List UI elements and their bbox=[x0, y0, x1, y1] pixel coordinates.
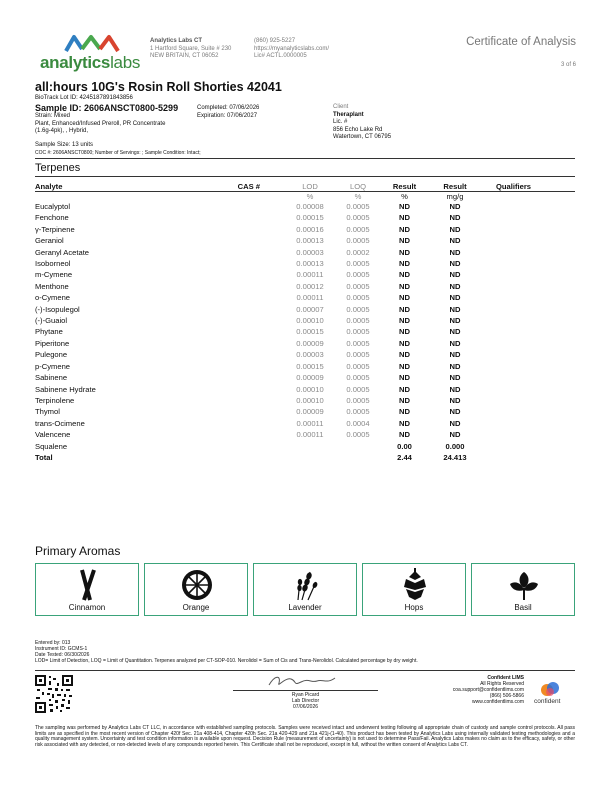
result-mgg-cell: ND bbox=[449, 350, 461, 360]
result-pct-cell: ND bbox=[399, 430, 410, 440]
table-row bbox=[35, 361, 575, 372]
result-pct-cell: ND bbox=[399, 327, 410, 337]
cas-cell bbox=[188, 315, 285, 326]
cas-cell bbox=[188, 235, 285, 246]
total-row bbox=[35, 452, 575, 463]
aroma-label-cinnamon: Cinnamon bbox=[68, 603, 106, 612]
loq-cell: 0.0005 bbox=[346, 202, 370, 211]
result-pct-cell: ND bbox=[399, 247, 410, 257]
unit-result2: mg/g bbox=[446, 192, 464, 201]
loq-cell bbox=[335, 441, 381, 452]
cas-cell bbox=[188, 338, 285, 349]
result-mgg-cell: ND bbox=[449, 430, 461, 440]
qualifier-cell bbox=[482, 418, 575, 429]
analyte-cell: Geraniol bbox=[35, 236, 64, 246]
client-info bbox=[333, 104, 391, 142]
lod-cell: 0.00011 bbox=[296, 270, 324, 280]
loq-cell: 0.0005 bbox=[346, 224, 370, 234]
instrument-id: Instrument ID: GCMS-1 bbox=[35, 646, 88, 652]
cas-cell bbox=[188, 372, 285, 383]
basil-icon bbox=[506, 568, 542, 602]
qualifier-cell bbox=[482, 292, 575, 303]
cinnamon-icon bbox=[70, 568, 106, 602]
result-pct-cell: ND bbox=[399, 418, 410, 428]
qualifier-cell bbox=[482, 406, 575, 417]
result-mgg-cell: ND bbox=[449, 395, 461, 405]
cas-cell bbox=[188, 384, 285, 395]
loq-cell: 0.0005 bbox=[346, 270, 370, 280]
analyte-cell: Squalene bbox=[35, 441, 68, 451]
header-cas: CAS # bbox=[237, 182, 260, 191]
brand-name-part2: labs bbox=[110, 53, 141, 72]
result-pct-cell: ND bbox=[399, 338, 410, 348]
table-row bbox=[35, 304, 575, 315]
lod-cell bbox=[285, 441, 335, 452]
result-pct-cell: ND bbox=[399, 373, 410, 383]
brand-logo bbox=[40, 33, 140, 73]
analyte-cell: o-Cymene bbox=[35, 293, 71, 303]
qualifier-cell bbox=[482, 201, 575, 212]
table-row bbox=[35, 201, 575, 212]
aroma-card-lavender bbox=[253, 563, 357, 616]
cas-cell bbox=[188, 224, 285, 235]
lab-address2: NEW BRITAIN, CT 06052 bbox=[150, 53, 219, 59]
hops-icon bbox=[397, 568, 433, 602]
lab-info bbox=[150, 38, 231, 61]
loq-cell: 0.0005 bbox=[346, 281, 370, 291]
analyte-cell: Valencene bbox=[35, 430, 71, 440]
cas-cell bbox=[188, 212, 285, 223]
result-pct-cell: ND bbox=[399, 316, 410, 326]
lab-address1: 1 Hartford Square, Suite # 230 bbox=[150, 45, 232, 52]
table-header bbox=[35, 182, 575, 192]
table-row bbox=[35, 441, 575, 452]
client-address1: 856 Echo Lake Rd bbox=[333, 126, 383, 133]
result-mgg-cell: ND bbox=[449, 281, 461, 291]
qualifier-cell bbox=[482, 395, 575, 406]
qualifier-cell bbox=[482, 224, 575, 235]
lod-cell: 0.00015 bbox=[296, 327, 324, 337]
result-mgg-cell: ND bbox=[449, 293, 461, 303]
confident-logo-icon bbox=[540, 681, 560, 697]
lod-cell: 0.00009 bbox=[296, 373, 324, 383]
result-mgg-cell: ND bbox=[449, 202, 461, 211]
cas-cell bbox=[188, 258, 285, 269]
table-row bbox=[35, 224, 575, 235]
analyte-cell: p-Cymene bbox=[35, 361, 71, 371]
header-result1: Result bbox=[392, 182, 417, 191]
brand-name-part1: analytics bbox=[40, 53, 111, 72]
aroma-card-hops bbox=[362, 563, 466, 616]
analyte-cell: Fenchone bbox=[35, 213, 69, 223]
result-pct-cell: ND bbox=[399, 202, 410, 211]
analyte-cell: Terpinolene bbox=[35, 395, 75, 405]
table-row bbox=[35, 258, 575, 269]
lod-cell: 0.00011 bbox=[296, 418, 324, 428]
table-row bbox=[35, 269, 575, 280]
table-row bbox=[35, 315, 575, 326]
analyte-cell: Pulegone bbox=[35, 350, 68, 360]
table-units bbox=[35, 192, 575, 202]
header-lod: LOD bbox=[302, 182, 318, 191]
lod-cell: 0.00015 bbox=[296, 213, 324, 223]
table-row bbox=[35, 235, 575, 246]
cas-cell bbox=[188, 441, 285, 452]
lod-cell: 0.00016 bbox=[296, 224, 324, 234]
unit-result1: % bbox=[401, 192, 408, 201]
result-mgg-cell: ND bbox=[449, 338, 461, 348]
table-row bbox=[35, 406, 575, 417]
cas-cell bbox=[188, 349, 285, 360]
result-mgg-cell: ND bbox=[449, 247, 461, 257]
table-row bbox=[35, 212, 575, 223]
result-pct-cell: ND bbox=[399, 361, 410, 371]
page-number: 3 of 6 bbox=[560, 62, 576, 68]
lod-cell: 0.00003 bbox=[296, 247, 324, 257]
qualifier-cell bbox=[482, 429, 575, 440]
aroma-label-lavender: Lavender bbox=[288, 603, 322, 612]
result-mgg-cell: 0.000 bbox=[445, 441, 465, 451]
result-mgg-cell: ND bbox=[449, 270, 461, 280]
loq-cell: 0.0005 bbox=[346, 304, 370, 314]
result-mgg-cell: ND bbox=[449, 224, 461, 234]
coc-line: COC #: 2606ANSCT0800; Number of Servings: ; Sample Condition: Intact; bbox=[35, 150, 201, 156]
header-loq: LOQ bbox=[349, 182, 367, 191]
loq-cell: 0.0005 bbox=[346, 327, 370, 337]
result-pct-cell: ND bbox=[399, 384, 410, 394]
result-pct-cell: ND bbox=[399, 395, 410, 405]
product-name: all:hours 10G's Rosin Roll Shorties 42041 bbox=[35, 80, 282, 94]
client-address2: Watertown, CT 06795 bbox=[333, 134, 392, 140]
table-row bbox=[35, 326, 575, 337]
result-mgg-cell: ND bbox=[449, 361, 461, 371]
loq-cell: 0.0002 bbox=[346, 247, 370, 257]
sample-id: Sample ID: 2606ANSCT0800-5299 bbox=[35, 103, 179, 113]
result-pct-cell: ND bbox=[399, 213, 410, 223]
analyte-cell: Thymol bbox=[35, 407, 60, 417]
loq-cell: 0.0005 bbox=[346, 395, 370, 405]
qualifier-cell bbox=[482, 281, 575, 292]
qualifier-cell bbox=[482, 441, 575, 452]
divider-top bbox=[35, 158, 575, 159]
lod-cell: 0.00015 bbox=[296, 361, 324, 371]
header-analyte: Analyte bbox=[35, 182, 63, 191]
qualifier-cell bbox=[482, 258, 575, 269]
confident-line1: Confident LIMS bbox=[487, 675, 524, 681]
cas-cell bbox=[188, 247, 285, 258]
aromas-title: Primary Aromas bbox=[35, 544, 121, 558]
biotrack-lot: BioTrack Lot ID: 4245187891843856 bbox=[35, 95, 133, 101]
disclaimer: The sampling was performed by Analytics Labs CT LLC, in accordance with established sampling protocols. Samples were received intact and underwent testing following all appropriate chain of custody and sample control protocols. All pass limits are as specified in the most recent version of Chapter 420f Sec. 21a 408-414, Chapter 420h Sec. 21a 420-429 and 21a 421j-(1-40). This product has been tested by Analytics Labs using internally validated testing methodologies and a quality management system. Uncertainty and test condition information is available upon request. Decision Rule (measurement of uncertainty) is not used to determine Pass/Fail. Analytics Labs makes no claim as to the efficacy, safety, or other risk associated with any detected, or non-detected levels of any compounds reported herein. This Certificate shall not be reproduced, except in full, without the written consent of Analytics Labs CT. bbox=[35, 725, 575, 748]
result-mgg-cell: ND bbox=[449, 236, 461, 246]
doc-title: Certificate of Analysis bbox=[466, 36, 576, 48]
table-row bbox=[35, 395, 575, 406]
lod-cell: 0.00010 bbox=[296, 316, 324, 326]
analyte-cell: Geranyl Acetate bbox=[35, 247, 90, 257]
qualifier-cell bbox=[482, 247, 575, 258]
divider-notes bbox=[35, 670, 575, 671]
lod-cell: 0.00009 bbox=[296, 407, 324, 417]
unit-lod: % bbox=[306, 192, 314, 201]
logo-mark-icon bbox=[64, 33, 124, 53]
aroma-label-hops: Hops bbox=[404, 603, 424, 612]
cas-cell bbox=[188, 304, 285, 315]
table-row bbox=[35, 292, 575, 303]
total-result1: 2.44 bbox=[397, 452, 412, 462]
terpenes-table bbox=[35, 182, 575, 463]
signer-title: Lab Director bbox=[291, 698, 320, 704]
confident-line2: All Rights Reserved bbox=[480, 681, 524, 687]
client-name: Theraplant bbox=[333, 111, 364, 118]
cas-cell bbox=[188, 395, 285, 406]
loq-cell: 0.0005 bbox=[346, 373, 370, 383]
analyte-cell: Isoborneol bbox=[35, 259, 71, 269]
analyte-cell: Piperitone bbox=[35, 338, 70, 348]
terpenes-title: Terpenes bbox=[35, 162, 81, 174]
loq-cell: 0.0005 bbox=[346, 350, 370, 360]
loq-cell: 0.0005 bbox=[346, 384, 370, 394]
lab-url[interactable]: https://myanalyticslabs.com/ bbox=[254, 45, 330, 52]
qualifier-cell bbox=[482, 384, 575, 395]
total-label: Total bbox=[35, 452, 53, 462]
lod-cell: 0.00013 bbox=[296, 259, 324, 269]
qualifier-cell bbox=[482, 349, 575, 360]
result-mgg-cell: ND bbox=[449, 327, 461, 337]
lab-contact bbox=[254, 38, 329, 61]
aroma-card-cinnamon bbox=[35, 563, 139, 616]
analyte-cell: Sabinene bbox=[35, 373, 68, 383]
analyte-cell: Eucalyptol bbox=[35, 202, 71, 211]
lod-cell: 0.00010 bbox=[296, 384, 324, 394]
cas-cell bbox=[188, 326, 285, 337]
sample-size: Sample Size: 13 units bbox=[35, 142, 94, 148]
analyte-cell: m-Cymene bbox=[35, 270, 73, 280]
qualifier-cell bbox=[482, 338, 575, 349]
result-pct-cell: 0.00 bbox=[397, 441, 412, 451]
lod-cell: 0.00011 bbox=[296, 430, 324, 440]
confident-phone: (866) 506-5866 bbox=[489, 693, 524, 699]
table-row bbox=[35, 418, 575, 429]
aroma-card-basil bbox=[471, 563, 575, 616]
client-lic: Lic. # bbox=[333, 119, 348, 125]
loq-cell: 0.0005 bbox=[346, 338, 370, 348]
lab-license: Lic# ACTL.0000005 bbox=[254, 53, 307, 59]
table-row bbox=[35, 349, 575, 360]
lab-name: Analytics Labs CT bbox=[150, 38, 203, 44]
lab-phone: (860) 925-5227 bbox=[254, 38, 296, 44]
loq-cell: 0.0005 bbox=[346, 316, 370, 326]
test-notes bbox=[35, 640, 418, 664]
table-row bbox=[35, 338, 575, 349]
analyte-cell: (-)-Isopulegol bbox=[35, 304, 80, 314]
loq-cell: 0.0005 bbox=[346, 213, 370, 223]
result-pct-cell: ND bbox=[399, 259, 410, 269]
result-pct-cell: ND bbox=[399, 236, 410, 246]
orange-icon bbox=[179, 568, 215, 602]
result-pct-cell: ND bbox=[399, 281, 410, 291]
lod-cell: 0.00012 bbox=[296, 281, 324, 291]
entered-by: Entered by: 013 bbox=[35, 640, 71, 646]
result-mgg-cell: ND bbox=[449, 213, 461, 223]
cas-cell bbox=[188, 406, 285, 417]
cas-cell bbox=[188, 269, 285, 280]
loq-cell: 0.0005 bbox=[346, 236, 370, 246]
result-mgg-cell: ND bbox=[449, 384, 461, 394]
signature-icon bbox=[265, 673, 345, 689]
result-mgg-cell: ND bbox=[449, 259, 461, 269]
size-desc: (1.6g-4pk), , Hybrid, bbox=[35, 128, 89, 134]
result-mgg-cell: ND bbox=[449, 418, 461, 428]
analyte-cell: (-)-Guaiol bbox=[35, 316, 68, 326]
analyte-cell: trans-Ocimene bbox=[35, 418, 85, 428]
qr-code-icon[interactable] bbox=[35, 675, 73, 713]
loq-cell: 0.0005 bbox=[346, 361, 370, 371]
expiration-date: Expiration: 07/06/2027 bbox=[197, 112, 258, 119]
analyte-cell: γ-Terpinene bbox=[35, 224, 75, 234]
date-tested: Date Tested: 06/30/2026 bbox=[35, 652, 90, 658]
lod-cell: 0.00011 bbox=[296, 293, 324, 303]
aroma-label-basil: Basil bbox=[514, 603, 532, 612]
qualifier-cell bbox=[482, 304, 575, 315]
qualifier-cell bbox=[482, 372, 575, 383]
product-details bbox=[35, 113, 165, 136]
result-pct-cell: ND bbox=[399, 304, 410, 314]
analyte-cell: Menthone bbox=[35, 281, 69, 291]
qualifier-cell bbox=[482, 315, 575, 326]
table-row bbox=[35, 281, 575, 292]
loq-cell: 0.0005 bbox=[346, 430, 370, 440]
lod-cell: 0.00008 bbox=[296, 202, 324, 211]
analyte-cell: Phytane bbox=[35, 327, 63, 337]
dates bbox=[197, 105, 259, 120]
result-mgg-cell: ND bbox=[449, 316, 461, 326]
signer-date: 07/06/2026 bbox=[292, 704, 319, 710]
result-mgg-cell: ND bbox=[449, 407, 461, 417]
cas-cell bbox=[188, 281, 285, 292]
confident-logo-text: confident bbox=[534, 698, 561, 705]
cas-cell bbox=[188, 201, 285, 212]
result-pct-cell: ND bbox=[399, 293, 410, 303]
table-row bbox=[35, 372, 575, 383]
cas-cell bbox=[188, 429, 285, 440]
divider-terpenes bbox=[35, 176, 575, 177]
lavender-icon bbox=[288, 568, 324, 602]
qualifier-cell bbox=[482, 269, 575, 280]
confident-url[interactable]: www.confidentlims.com bbox=[472, 699, 524, 705]
table-row bbox=[35, 247, 575, 258]
loq-cell: 0.0005 bbox=[346, 407, 370, 417]
lod-cell: 0.00010 bbox=[296, 395, 324, 405]
strain: Strain: Mixed bbox=[35, 113, 71, 119]
qualifier-cell bbox=[482, 326, 575, 337]
table-row bbox=[35, 384, 575, 395]
completed-date: Completed: 07/06/2026 bbox=[197, 105, 260, 111]
signer-name: Ryan Picard bbox=[291, 692, 320, 698]
result-mgg-cell: ND bbox=[449, 304, 461, 314]
analyte-cell: Sabinene Hydrate bbox=[35, 384, 96, 394]
result-pct-cell: ND bbox=[399, 407, 410, 417]
confident-info bbox=[453, 675, 524, 705]
lod-cell: 0.00009 bbox=[296, 338, 324, 348]
cas-cell bbox=[188, 418, 285, 429]
loq-cell: 0.0005 bbox=[346, 293, 370, 303]
qualifier-cell bbox=[482, 361, 575, 372]
lod-cell: 0.00003 bbox=[296, 350, 324, 360]
aroma-label-orange: Orange bbox=[182, 603, 210, 612]
header-result2: Result bbox=[443, 182, 467, 191]
matrix: Plant, Enhanced/Infused Preroll, PR Concentrate bbox=[35, 120, 166, 127]
header-qualifiers: Qualifiers bbox=[496, 182, 532, 191]
confident-email[interactable]: coa.support@confidentlims.com bbox=[452, 687, 524, 693]
lod-cell: 0.00013 bbox=[296, 236, 324, 246]
result-pct-cell: ND bbox=[399, 350, 410, 360]
qualifier-cell bbox=[482, 235, 575, 246]
loq-cell: 0.0005 bbox=[346, 259, 370, 269]
result-pct-cell: ND bbox=[399, 224, 410, 234]
signature-line bbox=[233, 690, 378, 691]
cas-cell bbox=[188, 361, 285, 372]
client-label: Client bbox=[333, 104, 349, 110]
lod-cell: 0.00007 bbox=[296, 304, 324, 314]
result-pct-cell: ND bbox=[399, 270, 410, 280]
loq-cell: 0.0004 bbox=[346, 418, 370, 428]
total-result2: 24.413 bbox=[443, 452, 467, 462]
cas-cell bbox=[188, 292, 285, 303]
result-mgg-cell: ND bbox=[449, 373, 461, 383]
qualifier-cell bbox=[482, 212, 575, 223]
table-row bbox=[35, 429, 575, 440]
lod-note: LOD= Limit of Detection, LOQ = Limit of Quantitation. Terpenes analyzed per CT-SOP-010. Nerolidol = Sum of Cis and Trans-Nerolidol. Calculated percentage by dry weight. bbox=[35, 658, 418, 664]
signer bbox=[233, 692, 378, 710]
unit-loq: % bbox=[354, 192, 362, 201]
aroma-card-orange bbox=[144, 563, 248, 616]
